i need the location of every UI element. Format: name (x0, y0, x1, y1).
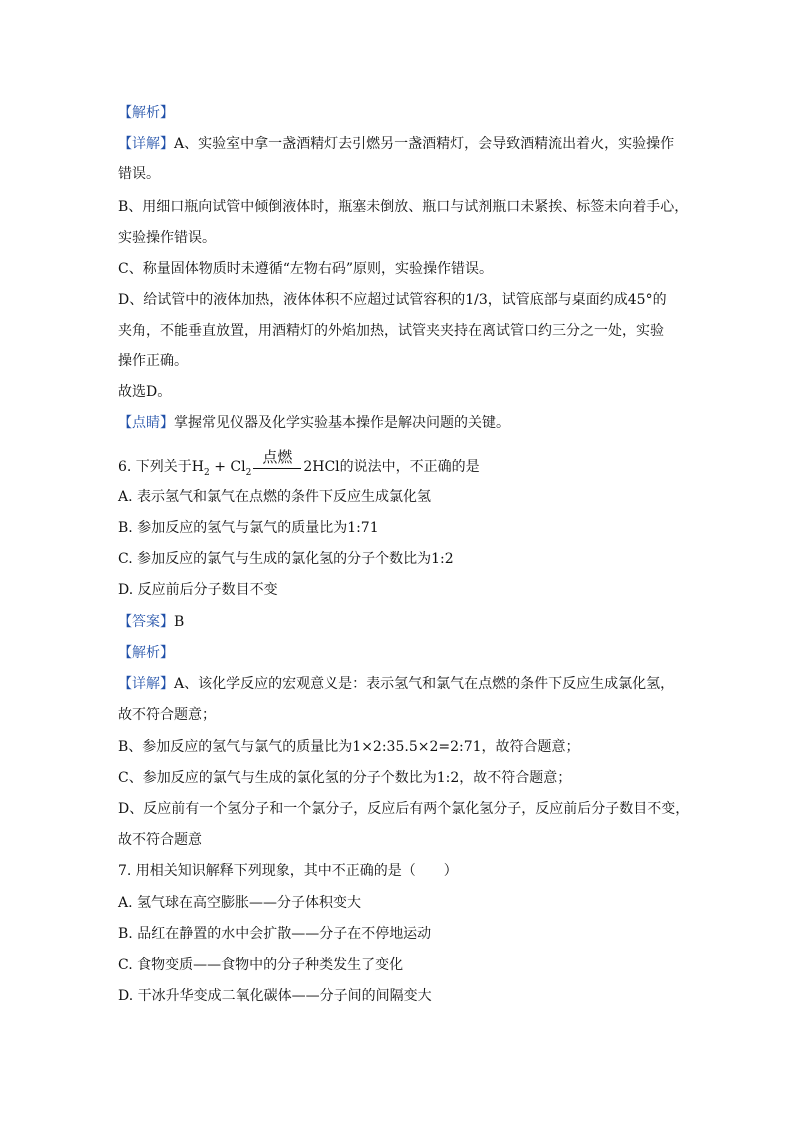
reaction-equals-bar (253, 468, 301, 469)
reaction-condition-arrow (253, 448, 301, 477)
answer-tag: 【答案】 (118, 614, 174, 630)
q6-explain-b-1: B、参加反应的氢气与氯气的质量比为1×2:35.5×2=2:71，故符合题意； (118, 739, 580, 755)
q6-explain-d-2: 故不符合题意 (118, 832, 202, 848)
q5-explain-b-2: 实验操作错误。 (118, 230, 216, 246)
q6-answer-line (118, 612, 184, 632)
q5-explain-b-1: B、用细口瓶向试管中倾倒液体时，瓶塞未倒放、瓶口与试剂瓶口未紧挨、标签未向着手心， (118, 199, 689, 215)
detail-line (118, 134, 674, 154)
q5-explain-a-2: 错误。 (118, 166, 160, 182)
q5-explain-c-1: C、称量固体物质时未遵循“左物右码”原则，实验操作错误。 (118, 261, 494, 277)
q6-stem-prefix: 6. 下列关于H (118, 459, 205, 475)
q6-option-d: D. 反应前后分子数目不变 (118, 582, 278, 598)
q6-option-b: B. 参加反应的氢气与氯气的质量比为1:71 (118, 520, 379, 536)
q7-option-d: D. 干冰升华变成二氧化碳体——分子间的间隔变大 (118, 988, 432, 1004)
q5-choice: 故选D。 (118, 384, 172, 400)
point-text: 掌握常见仪器及化学实验基本操作是解决问题的关键。 (174, 415, 510, 431)
q6-stem-suffix: 2HCl的说法中，不正确的是 (303, 459, 480, 475)
q6-explain-c-1: C、参加反应的氯气与生成的氯化氢的分子个数比为1:2，故不符合题意； (118, 770, 572, 786)
q6-plus-cl: + Cl (209, 459, 246, 475)
q5-explain-d-1: D、给试管中的液体加热，液体体积不应超过试管容积的1/3，试管底部与桌面约成45°的 (118, 292, 667, 308)
q5-explain-d-2: 夹角，不能垂直放置，用酒精灯的外焰加热，试管夹夹持在离试管口约三分之一处，实验 (118, 323, 664, 339)
cl2-subscript: 2 (245, 467, 252, 478)
q5-explain-d-3: 操作正确。 (118, 353, 188, 369)
q7-option-b: B. 品红在静置的水中会扩散——分子在不停地运动 (118, 926, 432, 942)
point-tag: 【点睛】 (118, 415, 174, 431)
q6-stem (118, 448, 480, 478)
detail-tag: 【详解】 (118, 136, 174, 152)
reaction-condition: 点燃 (262, 448, 293, 466)
q7-stem: 7. 用相关知识解释下列现象，其中不正确的是（ ） (118, 863, 458, 879)
q6-detail-tag: 【详解】 (118, 676, 174, 692)
q7-option-c: C. 食物变质——食物中的分子种类发生了变化 (118, 957, 404, 973)
q6-option-c: C. 参加反应的氯气与生成的氯化氢的分子个数比为1:2 (118, 551, 454, 567)
q6-option-a: A. 表示氢气和氯气在点燃的条件下反应生成氯化氢 (118, 489, 432, 505)
q6-analysis-tag: 【解析】 (118, 645, 174, 661)
q6-answer: B (174, 614, 185, 630)
q6-explain-d-1: D、反应前有一个氢分子和一个氯分子，反应后有两个氯化氢分子，反应前后分子数目不变， (118, 801, 690, 817)
q5-explain-a-1: A、实验室中拿一盏酒精灯去引燃另一盏酒精灯，会导致酒精流出着火，实验操作 (174, 136, 675, 152)
analysis-tag: 【解析】 (118, 105, 174, 121)
h2-subscript: 2 (204, 467, 210, 478)
q7-option-a: A. 氢气球在高空膨胀——分子体积变大 (118, 895, 362, 911)
q6-detail-line (118, 674, 674, 694)
q6-explain-a-2: 故不符合题意； (118, 707, 216, 723)
point-line (118, 413, 510, 433)
q6-explain-a-1: A、该化学反应的宏观意义是：表示氢气和氯气在点燃的条件下反应生成氯化氢， (174, 676, 675, 692)
